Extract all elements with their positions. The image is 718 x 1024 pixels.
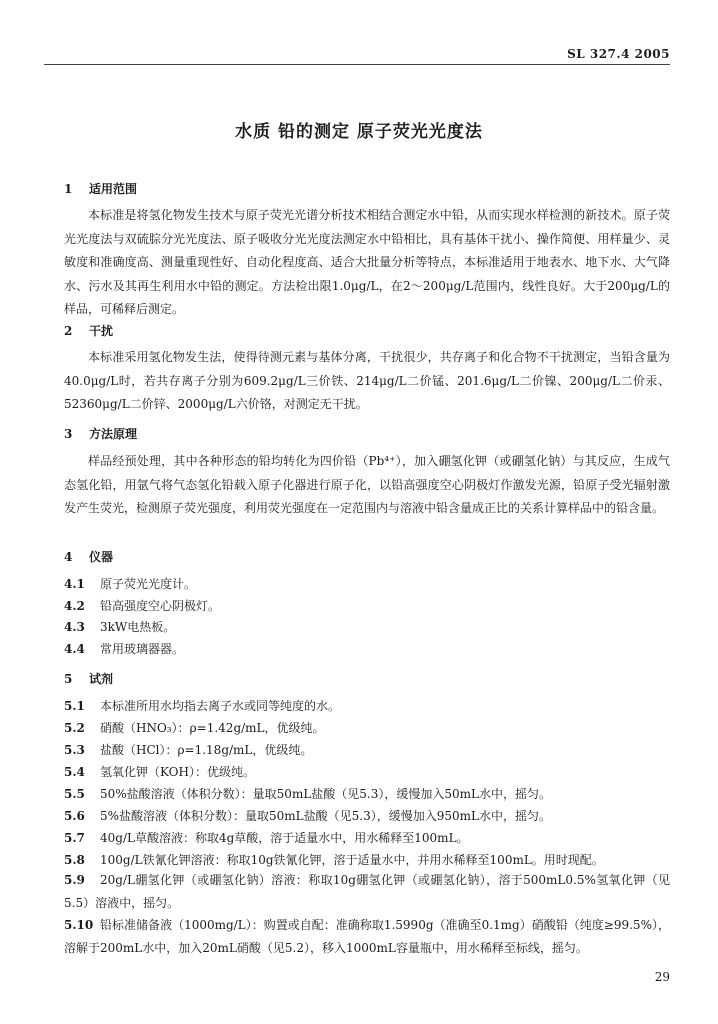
item-text: 100g/L铁氰化钾溶液：称取10g铁氰化钾，溶于适量水中，并用水稀释至100mL。用时现配。 (100, 853, 604, 867)
item-number: 5.4 (64, 765, 85, 779)
item-text: 40g/L草酸溶液：称取4g草酸，溶于适量水中，用水稀释至100mL。 (100, 831, 469, 845)
item-text: 常用玻璃器器。 (100, 642, 185, 656)
item-text: 50%盐酸溶液（体积分数）：量取50mL盐酸（见5.3），缓慢加入50mL水中，摇匀。 (100, 787, 551, 801)
section-heading-instruments: 4 仪器 (64, 550, 114, 564)
item-text: 盐酸（HCl）：ρ=1.18g/mL，优级纯。 (100, 743, 313, 757)
item-number: 5.1 (64, 699, 85, 713)
item-number: 5.8 (64, 853, 85, 867)
item-number: 5.9 (64, 873, 85, 887)
section-body-interference: 本标准采用氢化物发生法，使得待测元素与基体分离，干扰很少，共存离子和化合物不干扰测定，当铅含量为40.0μg/L时，若共存离子分别为609.2μg/L三价铁、214μg/L二价锰、201.6μg/L二价镍、200μg/L二价汞、52360μg/L二价锌、2000μg/L六价铬，对测定无干扰。 (64, 350, 670, 411)
item-text: 氢氧化钾（KOH）：优级纯。 (100, 765, 255, 779)
item-text: 原子荧光光度计。 (100, 577, 197, 591)
section-heading-principle: 3 方法原理 (64, 427, 138, 441)
item-text: 20g/L硼氢化钾（或硼氢化钠）溶液：称取10g硼氢化钾（或硼氢化钠），溶于500mL0.5%氢氧化钾（见5.5）溶液中，摇匀。 (64, 873, 670, 910)
list-item (64, 869, 670, 915)
section-heading-scope: 1 适用范围 (64, 182, 138, 196)
item-number: 5.6 (64, 809, 85, 823)
item-number: 5.2 (64, 721, 85, 735)
list-item (64, 741, 312, 758)
item-text: 本标准所用水均指去离子水或同等纯度的水。 (100, 699, 341, 713)
list-item (64, 719, 325, 736)
section-body-scope: 本标准是将氢化物发生技术与原子荧光光谱分析技术相结合测定水中铅，从而实现水样检测的新技术。原子荧光光度法与双硫腙分光光度法、原子吸收分光光度法测定水中铅相比，具有基体干扰小、操作简便、用样量少、灵敏度和准确度高、测量重现性好、自动化程度高、适合大批量分析等特点，本标准适用于地表水、地下水、大气降水、污水及其再生利用水中铅的测定。方法检出限1.0μg/L，在2～200μg/L范围内，线性良好。大于200μg/L的样品，可稀释后测定。 (64, 208, 670, 316)
item-text: 铅高强度空心阴极灯。 (100, 599, 221, 613)
item-number: 5.3 (64, 743, 85, 757)
item-number: 5.7 (64, 831, 85, 845)
item-number: 4.1 (64, 577, 85, 591)
list-item (64, 697, 340, 714)
item-number: 5.5 (64, 787, 85, 801)
list-item (64, 575, 196, 592)
section-heading-reagents: 5 试剂 (64, 672, 114, 686)
section-heading-interference: 2 干扰 (64, 324, 114, 338)
item-text: 3kW电热板。 (100, 620, 176, 634)
list-item (64, 851, 604, 868)
header-rule (44, 64, 670, 65)
list-item (64, 914, 670, 960)
list-item (64, 640, 184, 657)
item-number: 4.2 (64, 599, 85, 613)
document-title: 水质 铅的测定 原子荧光光度法 (235, 122, 483, 142)
item-text: 铅标准储备液（1000mg/L）：购置或自配：准确称取1.5990g（准确至0.1mg）硝酸铅（纯度≥99.5%），溶解于200mL水中，加入20mL硝酸（见5.2），移入1000mL容量瓶中，用水稀释至标线，摇匀。 (64, 918, 670, 955)
section-body-principle: 样品经预处理，其中各种形态的铅均转化为四价铅（Pb⁴⁺），加入硼氢化钾（或硼氢化钠）与其反应，生成气态氢化铅，用氩气将气态氢化铅载入原子化器进行原子化，以铅高强度空心阴极灯作激发光源，铅原子受光辐射激发产生荧光，检测原子荧光强度，利用荧光强度在一定范围内与溶液中铅含量成正比的关系计算样品中的铅含量。 (64, 454, 670, 515)
list-item (64, 763, 255, 780)
list-item (64, 597, 220, 614)
item-number: 4.3 (64, 620, 85, 634)
list-item (64, 829, 469, 846)
list-item (64, 807, 551, 824)
standard-number: SL 327.4 2005 (567, 47, 670, 61)
page-number: 29 (654, 970, 670, 984)
item-number: 4.4 (64, 642, 85, 656)
item-number: 5.10 (64, 918, 94, 932)
item-text: 硝酸（HNO₃）：ρ=1.42g/mL，优级纯。 (100, 721, 325, 735)
item-text: 5%盐酸溶液（体积分数）：量取50mL盐酸（见5.3），缓慢加入950mL水中，摇匀。 (100, 809, 551, 823)
list-item (64, 618, 175, 635)
list-item (64, 785, 551, 802)
